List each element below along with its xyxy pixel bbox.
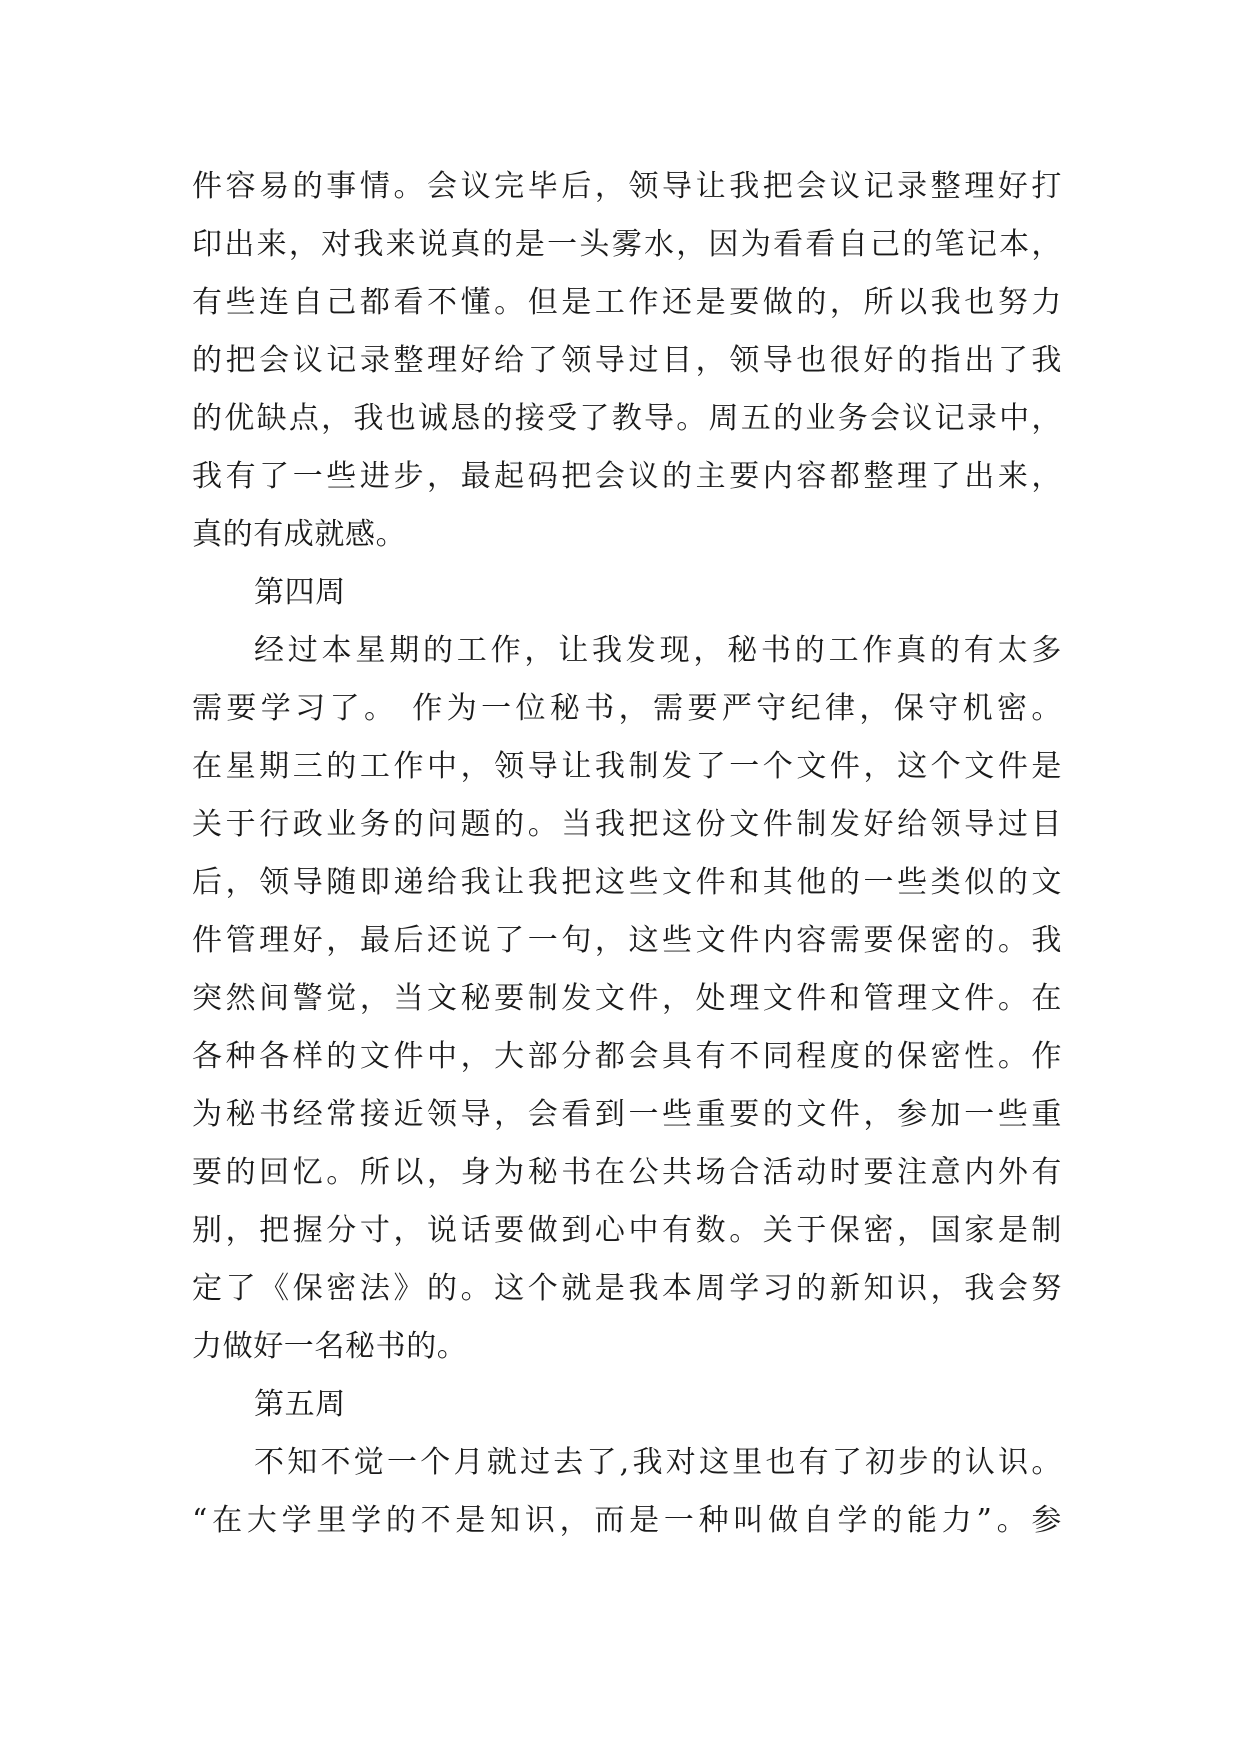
text-line: 的把会议记录整理好给了领导过目，领导也很好的指出了我	[192, 343, 1062, 378]
text-line: 需要学习了。 作为一位秘书，需要严守纪律，保守机密。	[192, 691, 1062, 726]
text-line: 力做好一名秘书的。	[192, 1329, 468, 1364]
text-line: 印出来，对我来说真的是一头雾水，因为看看自己的笔记本，	[192, 227, 1062, 262]
text-line: 定了《保密法》的。这个就是我本周学习的新知识，我会努	[192, 1271, 1062, 1306]
text-line: 有些连自己都看不懂。但是工作还是要做的，所以我也努力	[192, 285, 1062, 320]
text-line: 别，把握分寸，说话要做到心中有数。关于保密，国家是制	[192, 1213, 1062, 1248]
document-page	[192, 158, 1062, 1550]
text-line: 经过本星期的工作，让我发现，秘书的工作真的有太多	[254, 633, 1062, 668]
section-heading-week-5: 第五周	[254, 1387, 346, 1422]
text-line: 的优缺点，我也诚恳的接受了教导。周五的业务会议记录中，	[192, 401, 1062, 436]
text-line: 突然间警觉，当文秘要制发文件，处理文件和管理文件。在	[192, 981, 1062, 1016]
text-line: 为秘书经常接近领导，会看到一些重要的文件，参加一些重	[192, 1097, 1062, 1132]
text-line: 各种各样的文件中，大部分都会具有不同程度的保密性。作	[192, 1039, 1062, 1074]
text-line: 关于行政业务的问题的。当我把这份文件制发好给领导过目	[192, 807, 1062, 842]
section-heading-week-4: 第四周	[254, 575, 346, 610]
text-line: 要的回忆。所以，身为秘书在公共场合活动时要注意内外有	[192, 1155, 1062, 1190]
text-line: 后，领导随即递给我让我把这些文件和其他的一些类似的文	[192, 865, 1062, 900]
text-line: “在大学里学的不是知识，而是一种叫做自学的能力”。参	[192, 1503, 1062, 1538]
text-line: 我有了一些进步，最起码把会议的主要内容都整理了出来，	[192, 459, 1062, 494]
text-line: 不知不觉一个月就过去了,我对这里也有了初步的认识。	[254, 1445, 1062, 1480]
text-line: 件容易的事情。会议完毕后，领导让我把会议记录整理好打	[192, 169, 1062, 204]
text-line: 件管理好，最后还说了一句，这些文件内容需要保密的。我	[192, 923, 1062, 958]
text-line: 真的有成就感。	[192, 517, 407, 552]
text-line: 在星期三的工作中，领导让我制发了一个文件，这个文件是	[192, 749, 1062, 784]
